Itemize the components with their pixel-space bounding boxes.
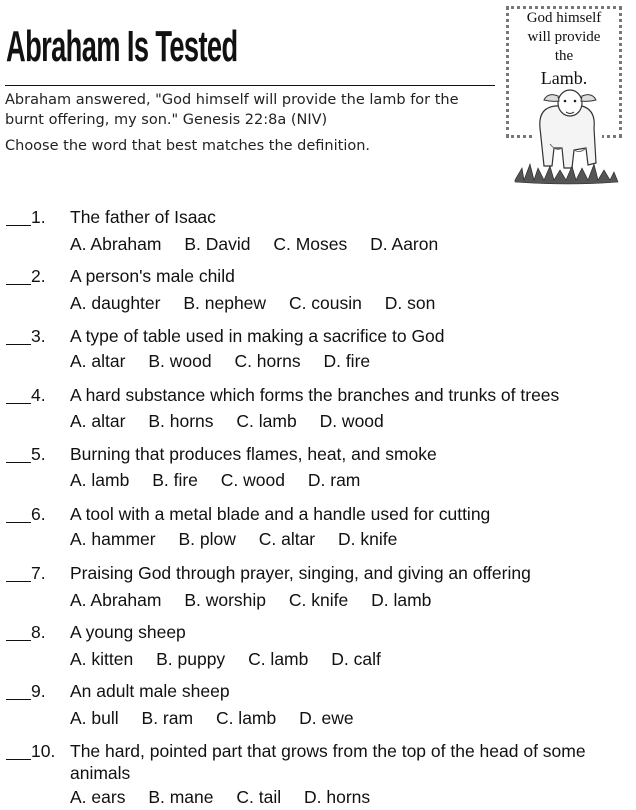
caption-line-1: God himself	[526, 10, 602, 26]
question-number: 9.	[31, 681, 46, 701]
question-6	[0, 503, 636, 553]
caption-line-2: will provide	[527, 29, 601, 45]
option-c[interactable]: C. lamb	[248, 649, 309, 669]
option-d[interactable]: D. knife	[338, 529, 398, 549]
option-b[interactable]: B. ram	[141, 708, 194, 728]
option-d[interactable]: D. ram	[307, 470, 361, 490]
question-number: 4.	[31, 385, 46, 405]
answer-blank[interactable]	[6, 209, 31, 226]
answer-options	[70, 786, 388, 808]
question-number: 7.	[31, 563, 46, 583]
instructions: Choose the word that best matches the definition.	[5, 138, 371, 154]
question-definition: A person's male child	[70, 266, 235, 286]
title-divider	[5, 85, 495, 86]
option-d[interactable]: D. son	[384, 293, 436, 313]
question-definition: A type of table used in making a sacrifice to God	[70, 326, 445, 346]
option-b[interactable]: B. plow	[178, 529, 236, 549]
answer-blank[interactable]	[6, 624, 31, 641]
option-b[interactable]: B. mane	[148, 787, 214, 807]
caption-line-3: the	[554, 48, 574, 64]
option-c[interactable]: C. cousin	[288, 293, 362, 313]
option-a[interactable]: A. lamb	[70, 470, 130, 490]
illustration-caption	[506, 9, 622, 90]
question-number: 2.	[31, 266, 46, 286]
answer-options	[70, 233, 456, 255]
question-number: 10.	[31, 741, 56, 761]
question-definition: A hard substance which forms the branches and trunks of trees	[70, 385, 560, 405]
question-3	[0, 325, 636, 375]
option-a[interactable]: A. altar	[70, 351, 126, 371]
question-number: 8.	[31, 622, 46, 642]
question-number: 1.	[31, 207, 46, 227]
option-b[interactable]: B. nephew	[183, 293, 267, 313]
question-5	[0, 443, 636, 493]
question-1	[0, 206, 636, 256]
answer-options	[70, 292, 453, 314]
question-number: 3.	[31, 326, 46, 346]
option-c[interactable]: C. altar	[258, 529, 316, 549]
question-definition: An adult male sheep	[70, 681, 230, 701]
scripture-verse: Abraham answered, "God himself will provide the lamb for the burnt offering, my son." Genesis 22:8a (NIV)	[5, 92, 459, 128]
option-b[interactable]: B. wood	[148, 351, 212, 371]
option-a[interactable]: A. hammer	[70, 529, 156, 549]
option-d[interactable]: D. calf	[331, 649, 381, 669]
answer-blank[interactable]	[6, 683, 31, 700]
answer-options	[70, 469, 378, 491]
question-4	[0, 384, 636, 434]
option-d[interactable]: D. Aaron	[370, 234, 439, 254]
question-2	[0, 265, 636, 315]
answer-options	[70, 410, 402, 432]
question-definition: The father of Isaac	[70, 207, 216, 227]
option-a[interactable]: A. ears	[70, 787, 126, 807]
option-d[interactable]: D. lamb	[371, 590, 432, 610]
question-definition: Burning that produces flames, heat, and smoke	[70, 444, 437, 464]
question-8	[0, 621, 636, 671]
answer-options	[70, 350, 388, 372]
option-b[interactable]: B. worship	[184, 590, 267, 610]
option-b[interactable]: B. fire	[152, 470, 198, 490]
option-b[interactable]: B. horns	[148, 411, 214, 431]
option-c[interactable]: C. wood	[220, 470, 285, 490]
answer-blank[interactable]	[6, 506, 31, 523]
question-definition: A tool with a metal blade and a handle used for cutting	[70, 504, 491, 524]
option-a[interactable]: A. Abraham	[70, 590, 162, 610]
answer-blank[interactable]	[6, 446, 31, 463]
option-c[interactable]: C. knife	[288, 590, 349, 610]
option-a[interactable]: A. altar	[70, 411, 126, 431]
question-definition: Praising God through prayer, singing, and giving an offering	[70, 563, 531, 583]
answer-blank[interactable]	[6, 268, 31, 285]
option-c[interactable]: C. horns	[234, 351, 301, 371]
answer-options	[70, 528, 415, 550]
option-a[interactable]: A. bull	[70, 708, 119, 728]
option-a[interactable]: A. daughter	[70, 293, 161, 313]
worksheet-title: Abraham Is Tested	[6, 22, 238, 71]
answer-options	[70, 589, 449, 611]
option-d[interactable]: D. horns	[304, 787, 371, 807]
option-c[interactable]: C. lamb	[215, 708, 277, 728]
answer-blank[interactable]	[6, 328, 31, 345]
question-definition: A young sheep	[70, 622, 186, 642]
option-d[interactable]: D. wood	[319, 411, 384, 431]
answer-blank[interactable]	[6, 565, 31, 582]
option-b[interactable]: B. David	[184, 234, 251, 254]
question-10	[0, 740, 636, 810]
option-c[interactable]: C. Moses	[273, 234, 348, 254]
option-b[interactable]: B. puppy	[156, 649, 226, 669]
option-d[interactable]: D. ewe	[299, 708, 354, 728]
answer-blank[interactable]	[6, 743, 31, 760]
question-9	[0, 680, 636, 730]
option-c[interactable]: C. tail	[236, 787, 282, 807]
answer-options	[70, 707, 372, 729]
caption-line-4: Lamb.	[540, 68, 588, 88]
option-c[interactable]: C. lamb	[236, 411, 297, 431]
option-a[interactable]: A. kitten	[70, 649, 134, 669]
question-number: 6.	[31, 504, 46, 524]
question-definition: The hard, pointed part that grows from the top of the head of some animals	[70, 741, 586, 783]
lamb-icon	[510, 88, 620, 188]
answer-options	[70, 648, 399, 670]
option-d[interactable]: D. fire	[323, 351, 371, 371]
question-7	[0, 562, 636, 612]
answer-blank[interactable]	[6, 387, 31, 404]
question-number: 5.	[31, 444, 46, 464]
option-a[interactable]: A. Abraham	[70, 234, 162, 254]
